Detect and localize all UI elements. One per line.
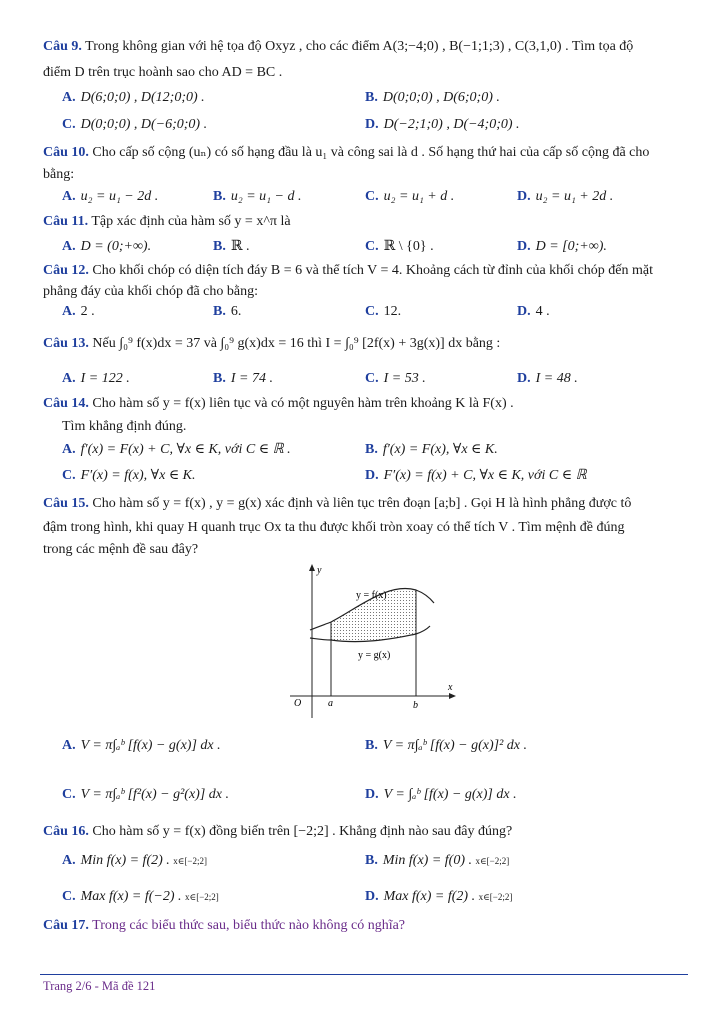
question-9-line-2: điểm D trên trục hoành sao cho AD = BC . bbox=[43, 65, 283, 80]
question-16-line: Câu 16. Cho hàm số y = f(x) đồng biến trên [−2;2] . Khẳng định nào sau đây đúng? bbox=[43, 824, 513, 839]
y-axis-arrow bbox=[309, 564, 315, 571]
q12-option-b[interactable]: B. 6. bbox=[213, 304, 242, 319]
question-13-line: Câu 13. Nếu ∫₀⁹ f(x)dx = 37 và ∫₀⁹ g(x)dx = 16 thì I = ∫₀⁹ [2f(x) + 3g(x)] dx bằng : bbox=[43, 336, 501, 351]
q10-option-c[interactable]: C. u₂ = u₁ + d . bbox=[365, 189, 455, 204]
q9-option-a[interactable]: A. D(6;0;0) , D(12;0;0) . bbox=[62, 90, 205, 105]
q11-option-c[interactable]: C. ℝ \ {0} . bbox=[365, 239, 434, 254]
q11-option-d[interactable]: D. D = [0;+∞). bbox=[517, 239, 607, 254]
q16-option-d[interactable]: D. Max f(x) = f(2) . x∈[−2;2] bbox=[365, 889, 513, 904]
origin-label: O bbox=[294, 698, 302, 709]
question-9-text-1: Trong không gian với hệ tọa độ Oxyz , cho các điểm A(3;−4;0) , B(−1;1;3) , C(3,1,0) . Tìm tọa độ bbox=[81, 39, 634, 54]
q11-option-b[interactable]: B. ℝ . bbox=[213, 239, 250, 254]
q14-option-a[interactable]: A. f′(x) = F(x) + C, ∀x ∈ K, với C ∈ ℝ . bbox=[62, 442, 291, 457]
q9-option-d[interactable]: D. D(−2;1;0) , D(−4;0;0) . bbox=[365, 117, 520, 132]
q15-option-b[interactable]: B. V = π∫ₐᵇ [f(x) − g(x)]² dx . bbox=[365, 738, 528, 753]
question-9-label: Câu 9. bbox=[43, 39, 82, 54]
question-10-line-2: bằng: bbox=[43, 167, 75, 182]
q10-option-a[interactable]: A. u₂ = u₁ − 2d . bbox=[62, 189, 159, 204]
q13-option-c[interactable]: C. I = 53 . bbox=[365, 371, 426, 386]
question-11-line: Câu 11. Tập xác định của hàm số y = x^π là bbox=[43, 214, 291, 229]
page-footer: Trang 2/6 - Mã đề 121 bbox=[43, 979, 156, 993]
q15-option-a[interactable]: A. V = π∫ₐᵇ [f(x) − g(x)] dx . bbox=[62, 738, 221, 753]
q12-option-a[interactable]: A. 2 . bbox=[62, 304, 95, 319]
question-12-line-1: Câu 12. Cho khối chóp có diện tích đáy B = 6 và thể tích V = 4. Khoảng cách từ đỉnh của khối chóp đến mặt bbox=[43, 263, 653, 278]
b-label: b bbox=[413, 700, 418, 711]
area-graph bbox=[288, 560, 460, 720]
q12-option-d[interactable]: D. 4 . bbox=[517, 304, 550, 319]
x-axis-label: x bbox=[448, 682, 453, 693]
question-14-line-1: Câu 14. Cho hàm số y = f(x) liên tục và có một nguyên hàm trên khoảng K là F(x) . bbox=[43, 396, 514, 411]
q14-option-b[interactable]: B. f′(x) = F(x), ∀x ∈ K. bbox=[365, 442, 498, 457]
g-curve-label: y = g(x) bbox=[358, 650, 391, 661]
footer-rule bbox=[40, 974, 688, 975]
q10-option-b[interactable]: B. u₂ = u₁ − d . bbox=[213, 189, 302, 204]
question-15-line-1: Câu 15. Cho hàm số y = f(x) , y = g(x) xác định và liên tục trên đoạn [a;b] . Gọi H là hình phẳng được tô bbox=[43, 496, 632, 511]
q13-option-a[interactable]: A. I = 122 . bbox=[62, 371, 130, 386]
q12-option-c[interactable]: C. 12. bbox=[365, 304, 402, 319]
q15-option-d[interactable]: D. V = ∫ₐᵇ [f(x) − g(x)] dx . bbox=[365, 787, 517, 802]
question-12-line-2: phẳng đáy của khối chóp đã cho bằng: bbox=[43, 284, 258, 299]
q10-option-d[interactable]: D. u₂ = u₁ + 2d . bbox=[517, 189, 614, 204]
q13-option-d[interactable]: D. I = 48 . bbox=[517, 371, 578, 386]
q15-option-c[interactable]: C. V = π∫ₐᵇ [f²(x) − g²(x)] dx . bbox=[62, 787, 229, 802]
question-10-label: Câu 10. bbox=[43, 145, 89, 160]
q9-option-b[interactable]: B. D(0;0;0) , D(6;0;0) . bbox=[365, 90, 500, 105]
q14-option-d[interactable]: D. F′(x) = f(x) + C, ∀x ∈ K, với C ∈ ℝ bbox=[365, 468, 587, 483]
question-10-line-1: Câu 10. Cho cấp số cộng (uₙ) có số hạng đầu là u₁ và công sai là d . Số hạng thứ hai của cấp số cộng đã cho bbox=[43, 145, 650, 160]
y-axis-label: y bbox=[317, 565, 322, 576]
question-17-line: Câu 17. Trong các biểu thức sau, biểu thức nào không có nghĩa? bbox=[43, 918, 406, 933]
q9-option-c[interactable]: C. D(0;0;0) , D(−6;0;0) . bbox=[62, 117, 208, 132]
q16-option-c[interactable]: C. Max f(x) = f(−2) . x∈[−2;2] bbox=[62, 889, 219, 904]
question-14-line-2: Tìm khẳng định đúng. bbox=[62, 419, 187, 434]
x-axis-arrow bbox=[449, 693, 456, 699]
q16-option-b[interactable]: B. Min f(x) = f(0) . x∈[−2;2] bbox=[365, 853, 510, 868]
q16-option-a[interactable]: A. Min f(x) = f(2) . x∈[−2;2] bbox=[62, 853, 207, 868]
question-15-line-3: trong các mệnh đề sau đây? bbox=[43, 542, 199, 557]
f-curve-label: y = f(x) bbox=[356, 590, 387, 601]
question-9-line-1 bbox=[43, 38, 633, 56]
q14-option-c[interactable]: C. F′(x) = f(x), ∀x ∈ K. bbox=[62, 468, 196, 483]
question-15-line-2: đậm trong hình, khi quay H quanh trục Ox ta thu được khối tròn xoay có thể tích V . Tìm mệnh đề đúng bbox=[43, 520, 625, 535]
q13-option-b[interactable]: B. I = 74 . bbox=[213, 371, 273, 386]
q11-option-a[interactable]: A. D = (0;+∞). bbox=[62, 239, 152, 254]
a-label: a bbox=[328, 698, 333, 709]
